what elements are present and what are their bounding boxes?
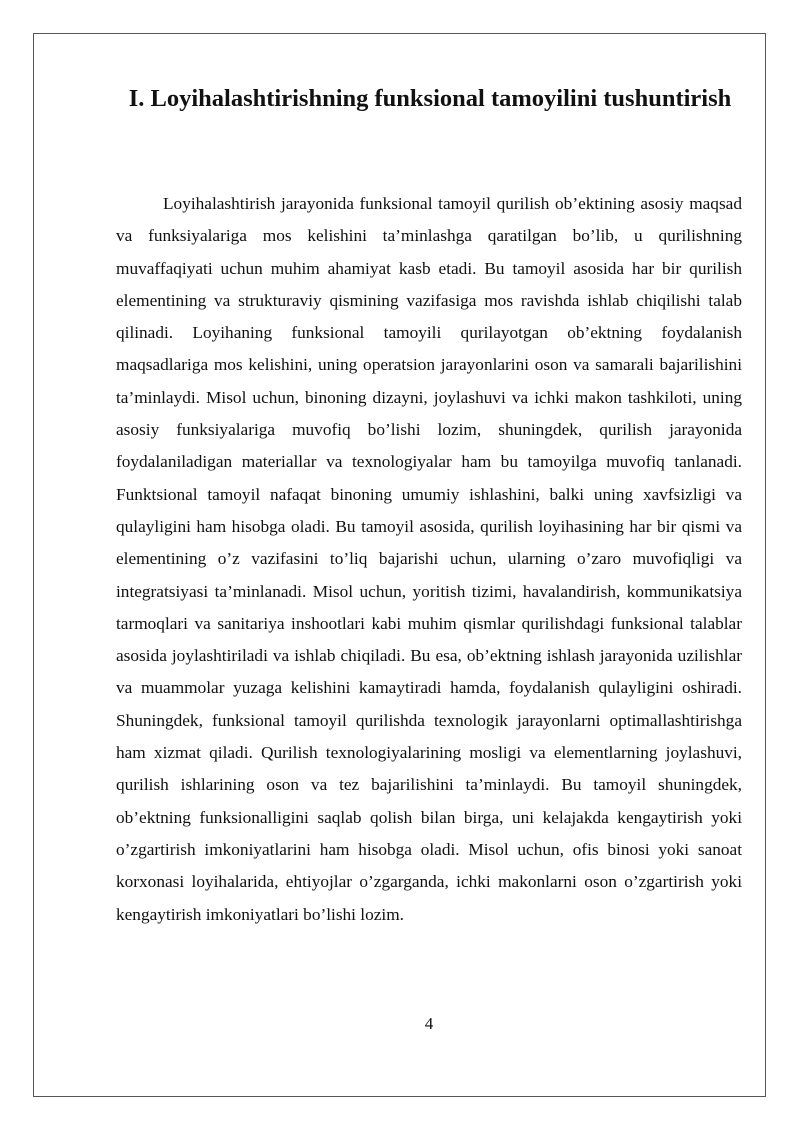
page-title: I. Loyihalashtirishning funksional tamoyilini tushuntirish [128, 85, 732, 112]
body-paragraph: Loyihalashtirish jarayonida funksional tamoyil qurilish ob’ektining asosiy maqsad va funksiyalariga mos kelishini ta’minlashga qaratilgan bo’lib, u qurilishning muvaffaqiyati uchun muhim ahamiyat kasb etadi. Bu tamoyil asosida har bir qurilish elementining va strukturaviy qismining vazifasiga mos ravishda ishlab chiqilishi talab qilinadi. Loyihaning funksional tamoyili qurilayotgan ob’ektning foydalanish maqsadlariga mos kelishini, uning operatsion jarayonlarini oson va samarali bajarilishini ta’minlaydi. Misol uchun, binoning dizayni, joylashuvi va ichki makon tashkiloti, uning asosiy funksiyalariga muvofiq bo’lishi lozim, shuningdek, qurilish jarayonida foydalaniladigan materiallar va texnologiyalar ham bu tamoyilga muvofiq tanlanadi. Funktsional tamoyil nafaqat binoning umumiy ishlashini, balki uning xavfsizligi va qulayligini ham hisobga oladi. Bu tamoyil asosida, qurilish loyihasining har bir qismi va elementining o’z vazifasini to’liq bajarishi uchun, ularning o’zaro muvofiqligi va integratsiyasi ta’minlanadi. Misol uchun, yoritish tizimi, havalandirish, kommunikatsiya tarmoqlari va sanitariya inshootlari kabi muhim qismlar qurilishdagi funksional talablar asosida joylashtiriladi va ishlab chiqiladi. Bu esa, ob’ektning ishlash jarayonida uzilishlar va muammolar yuzaga kelishini kamaytiradi hamda, foydalanish qulayligini oshiradi. Shuningdek, funksional tamoyil qurilishda texnologik jarayonlarni optimallashtirishga ham xizmat qiladi. Qurilish texnologiyalarining mosligi va elementlarning joylashuvi, qurilish ishlarining oson va tez bajarilishini ta’minlaydi. Bu tamoyil shuningdek, ob’ektning funksionalligini saqlab qolish bilan birga, uni kelajakda kengaytirish yoki o’zgartirish imkoniyatlarini ham hisobga oladi. Misol uchun, ofis binosi yoki sanoat korxonasi loyihalarida, ehtiyojlar o’zgarganda, ichki makonlarni oson o’zgartirish yoki kengaytirish imkoniyatlari bo’lishi lozim. [116, 194, 742, 924]
page-number: 4 [424, 1014, 434, 1033]
